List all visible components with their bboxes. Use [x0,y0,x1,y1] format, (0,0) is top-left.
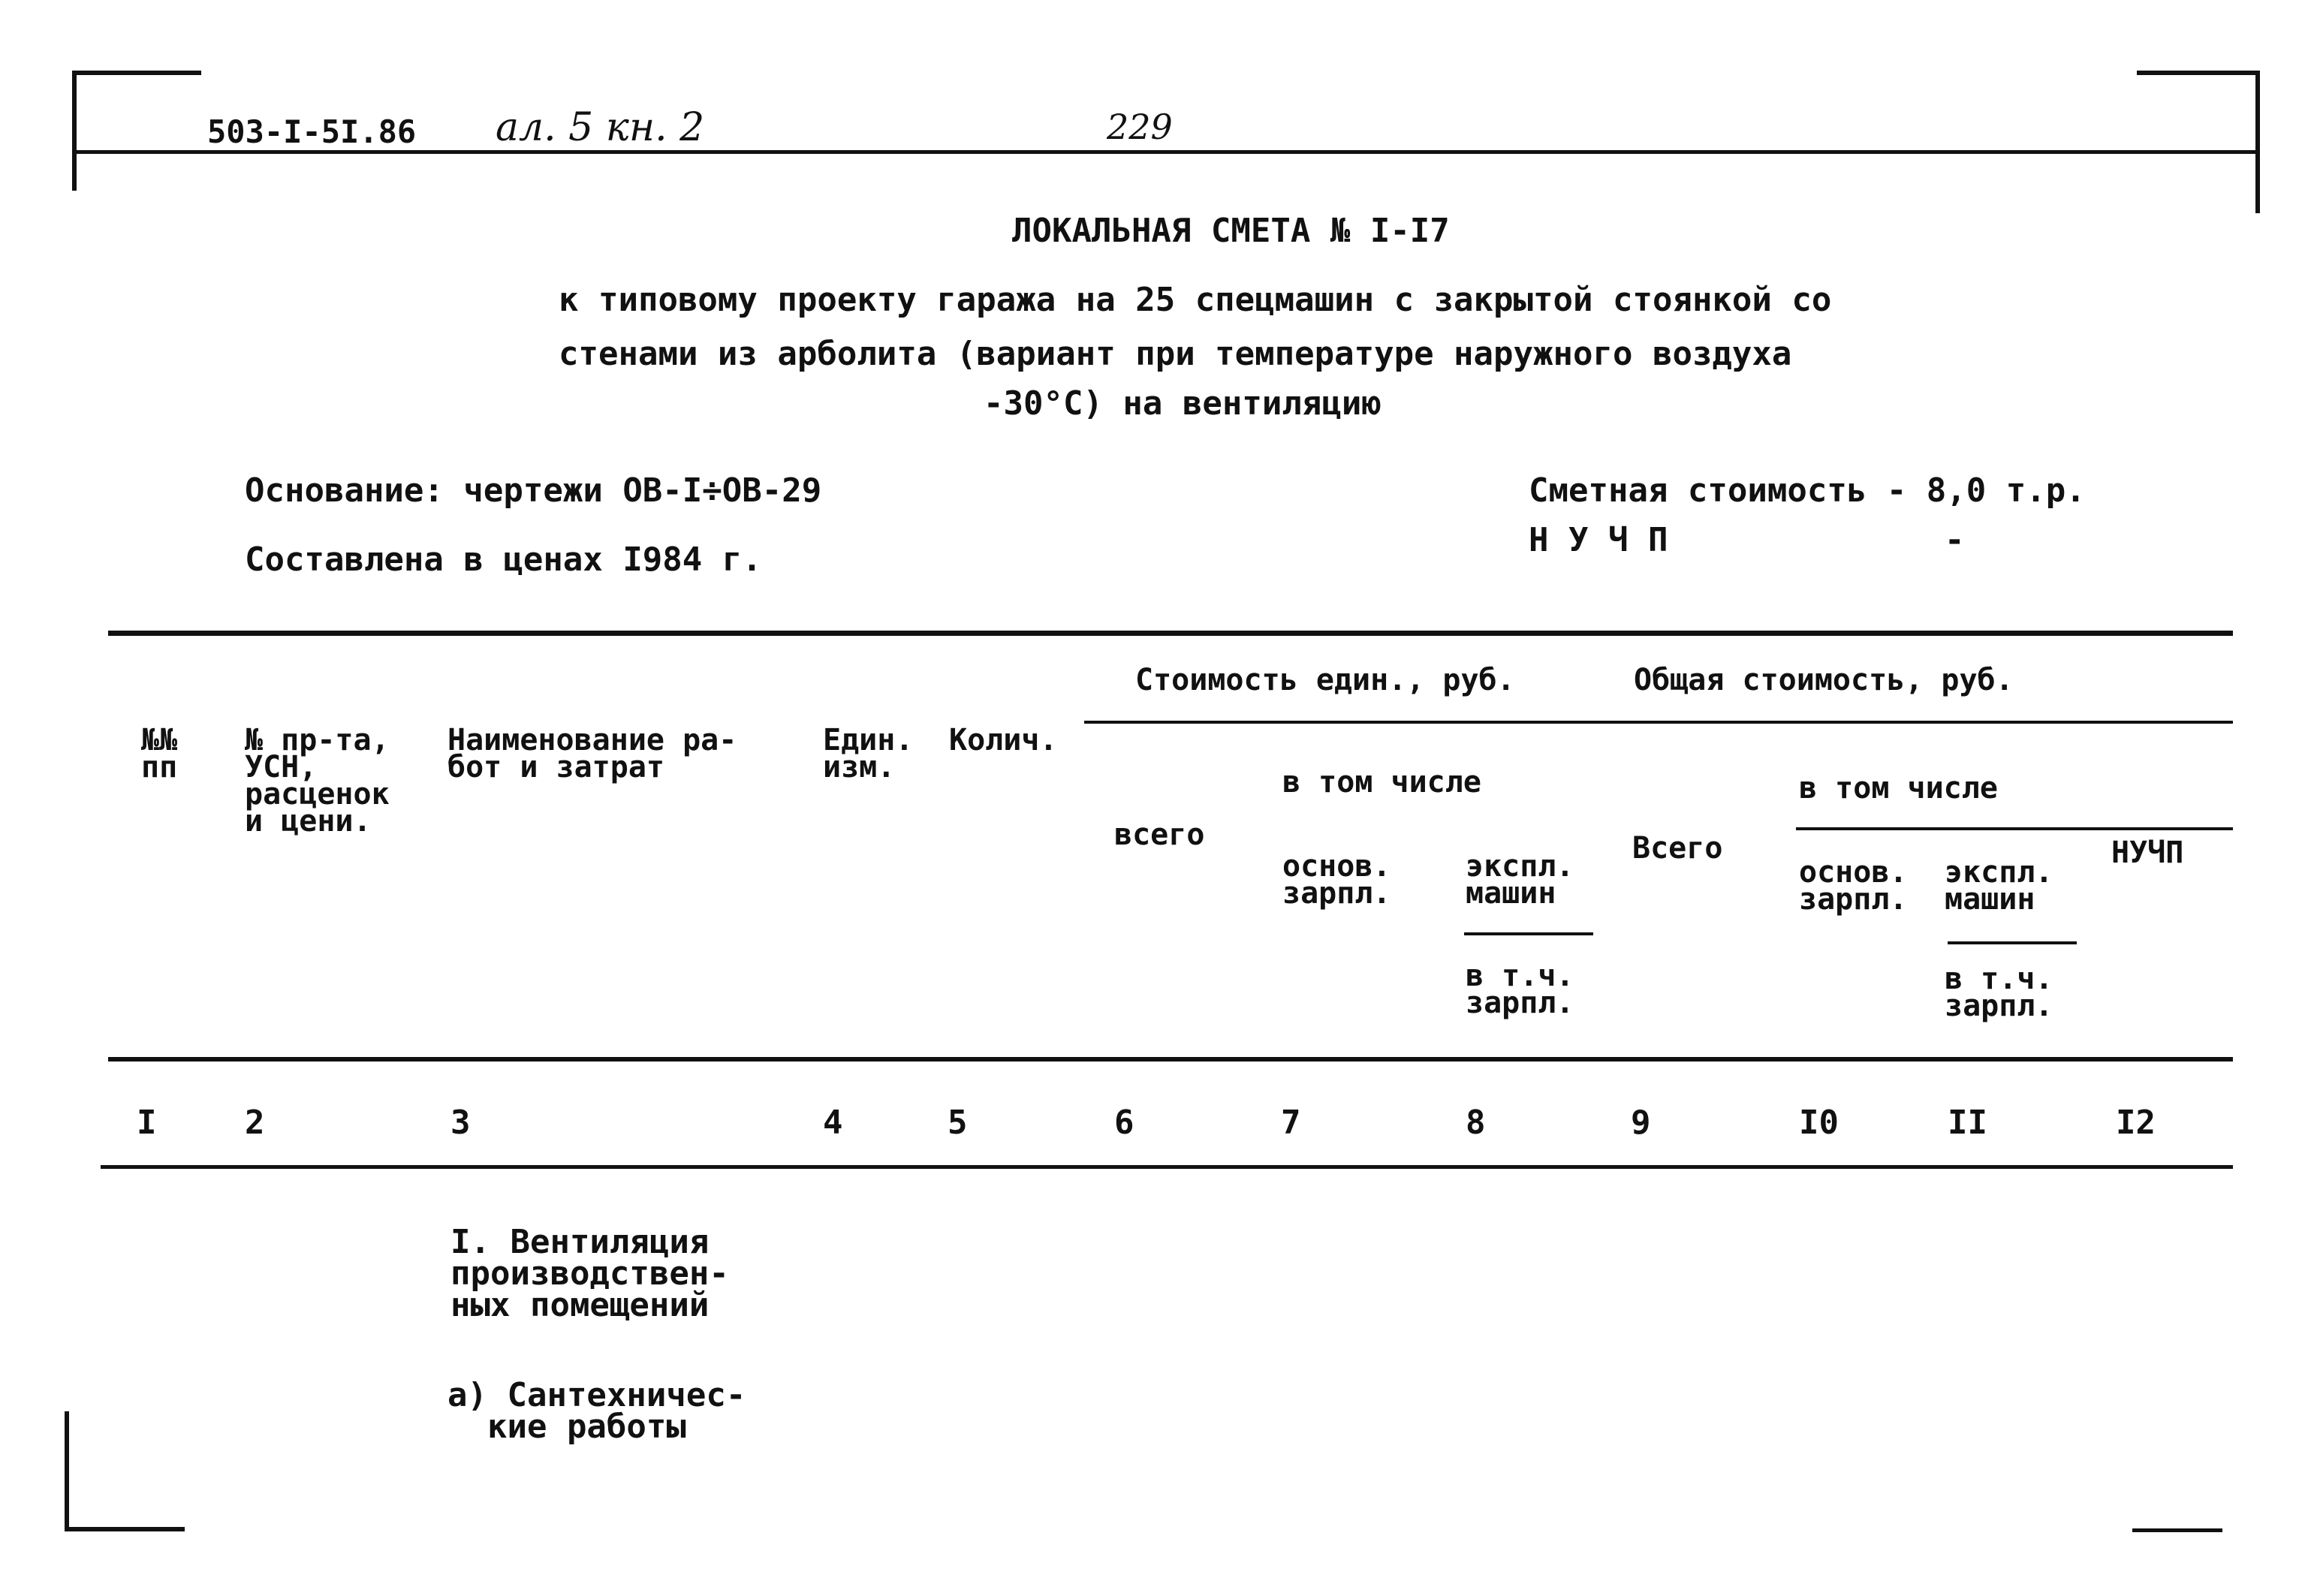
frame-top-left-h [72,71,201,75]
frame-bottom-right-h [2132,1528,2222,1532]
cost-groups-rule [1084,721,2233,724]
estimated-cost: Сметная стоимость - 8,0 т.р. [1529,471,2086,510]
subsection-heading: а) Сантехничес- кие работы [447,1376,746,1446]
header-unit-machines: экспл. машин [1466,849,1574,911]
column-number: 7 [1281,1104,1301,1142]
header-total-including: в том числе [1799,771,1998,806]
header-unit-total: всего [1114,818,1205,852]
column-number: I2 [2116,1104,2156,1142]
frame-top-right-h [2137,71,2260,75]
total-machines-rule [1948,941,2077,944]
page-number: 229 [1107,107,1173,147]
header-nuchp: НУЧП [2111,836,2184,870]
nuchp-value: - [1945,521,1965,559]
title-line-1: к типовому проекту гаража на 25 спецмашин с закрытой стоянкой со [559,281,1832,319]
basis-text: Основание: чертежи ОВ-I÷ОВ-29 [245,471,822,510]
frame-bottom-left-h [65,1527,185,1531]
column-number: II [1948,1104,1987,1142]
frame-top-right-v [2255,71,2260,213]
header-work-name: Наименование ра- бот и затрат [447,723,737,784]
header-total-wage: основ. зарпл. [1799,855,1908,917]
title-line-3: -30°С) на вентиляцию [984,384,1381,423]
column-number: I0 [1799,1104,1839,1142]
frame-top-left-v [72,71,77,191]
column-number: 3 [450,1104,471,1142]
total-incl-rule [1796,827,2233,830]
column-number: 9 [1631,1104,1651,1142]
header-total-machines-wage: в т.ч. зарпл. [1945,962,2053,1023]
header-total-machines: экспл. машин [1945,855,2053,917]
unit-machines-rule [1464,932,1593,935]
album-note: ал. 5 кн. 2 [496,105,705,150]
estimate-title: ЛОКАЛЬНАЯ СМЕТА № I-I7 [1012,212,1450,250]
header-unit-cost-group: Стоимость един., руб. [1135,663,1515,697]
section-heading: I. Вентиляция производствен- ных помещений [450,1223,729,1324]
header-unit-including: в том числе [1282,765,1481,800]
header-quantity: Колич. [949,723,1058,757]
header-unit-machines-wage: в т.ч. зарпл. [1466,959,1574,1020]
header-total-total: Всего [1632,831,1723,866]
column-number: 2 [245,1104,265,1142]
column-number: 4 [823,1104,843,1142]
column-number: 6 [1114,1104,1134,1142]
column-numbers-rule [101,1165,2233,1169]
table-top-rule [108,631,2233,636]
prices-text: Составлена в ценах I984 г. [245,541,762,579]
header-total-cost-group: Общая стоимость, руб. [1634,663,2014,697]
column-number: 5 [948,1104,968,1142]
header-unit: Един. изм. [823,723,914,784]
frame-bottom-left-v [65,1411,69,1531]
column-number: 8 [1466,1104,1486,1142]
title-line-2: стенами из арболита (вариант при температуре наружного воздуха [559,335,1792,373]
header-price-ref: № пр-та, УСН, расценок и цени. [245,723,390,839]
doc-code: 503-I-5I.86 [207,113,417,150]
column-number: I [137,1104,157,1142]
header-bottom-rule [108,1057,2233,1061]
nuchp-label: Н У Ч П [1529,521,1668,559]
header-row-number: №№ пп [141,723,178,784]
header-unit-wage: основ. зарпл. [1282,849,1391,911]
